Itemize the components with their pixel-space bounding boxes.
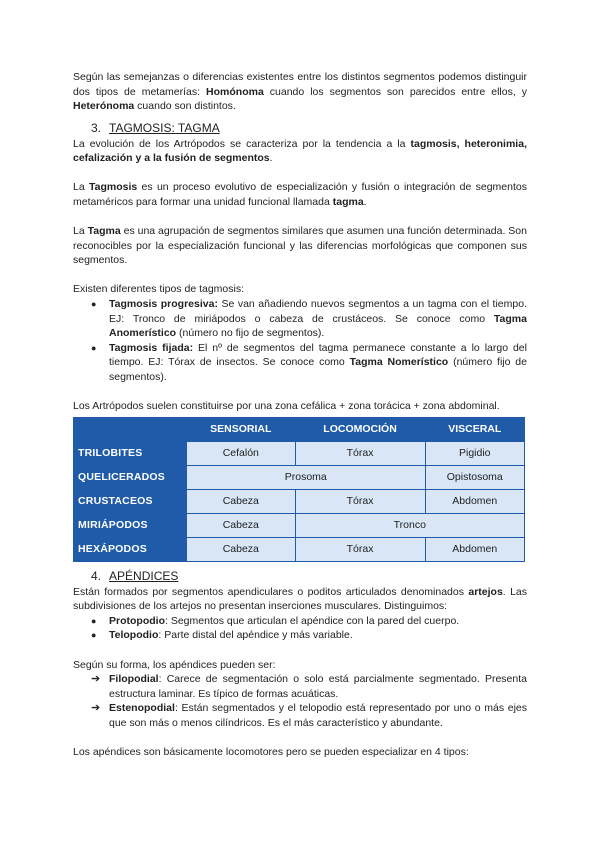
table-row (74, 489, 525, 513)
bold-term: Protopodio (109, 614, 165, 627)
spacer (73, 268, 527, 283)
column-header-sensorial: SENSORIAL (187, 417, 296, 441)
text-run: : Carece de segmentación o solo está parcialmente segmentado. Presenta estructura laminar. Es típico de formas acuáticas. (109, 673, 527, 700)
apendices-paragraph (73, 585, 527, 614)
list-item (73, 701, 527, 730)
section-heading-tagmosis (91, 121, 527, 136)
bullet-icon: ● (91, 299, 97, 310)
section-title: APÉNDICES (109, 568, 179, 583)
bold-term-tagmosis: Tagmosis (89, 181, 138, 194)
bold-term: tagmosis, heteronimia, cefalización y a la fusión de segmentos (73, 137, 527, 165)
table-cell-merged: Prosoma (187, 465, 426, 489)
arrow-right-icon: ➔ (91, 673, 101, 686)
forms-intro: Según su forma, los apéndices pueden ser: (73, 658, 276, 671)
arrow-right-icon: ➔ (91, 702, 101, 715)
table-row (74, 513, 525, 537)
bold-term-tagma: tagma (332, 196, 364, 209)
spacer (73, 166, 527, 181)
text-run: cuando los segmentos son parecidos entre ellos, y (263, 85, 527, 98)
table-cell: Tórax (295, 489, 425, 513)
table-row (74, 537, 525, 561)
text-run: : Están segmentados y el telopodio está representado por uno o más ejes que son más o menos cilíndricos. Es el más característico y abundante. (109, 702, 527, 729)
table-cell-merged: Tronco (295, 513, 524, 537)
column-header-visceral: VISCERAL (425, 417, 524, 441)
bold-term: Tagmosis fijada: (109, 341, 194, 354)
row-header: QUELICERADOS (74, 465, 187, 489)
section-number: 3. (91, 120, 102, 135)
tagmosis-types-list (73, 297, 527, 385)
bold-term-homonoma: Homónoma (206, 85, 264, 98)
text-run: : Segmentos que articulan el apéndice con la pared del cuerpo. (165, 614, 460, 627)
row-header: CRUSTACEOS (74, 489, 187, 513)
table-cell: Abdomen (425, 489, 524, 513)
bullet-icon: ● (91, 630, 97, 641)
apendice-parts-list (73, 614, 527, 643)
text-run: Están formados por segmentos apendiculares o poditos articulados denominados (73, 585, 469, 598)
table-cell: Tórax (295, 537, 425, 561)
bold-term: Filopodial (109, 673, 159, 686)
text-run: El nº de segmentos del tagma permanece constante a lo largo del tiempo. EJ: Tórax de insectos. Se conoce como (109, 341, 527, 369)
list-item (73, 628, 527, 643)
metameria-paragraph (73, 70, 527, 114)
bold-term: Estenopodial (109, 702, 175, 715)
bullet-icon: ● (91, 615, 97, 626)
spacer (73, 643, 527, 658)
section-heading-apendices (91, 569, 527, 584)
table-cell: Tórax (295, 441, 425, 465)
table-cell: Cefalón (187, 441, 296, 465)
table-cell: Cabeza (187, 489, 296, 513)
evolution-paragraph (73, 137, 527, 166)
text-run: (número no fijo de segmentos). (176, 327, 325, 340)
row-header: MIRIÁPODOS (74, 513, 187, 537)
bold-term-heteronoma: Heterónoma (73, 100, 135, 113)
text-run: Se van añadiendo nuevos segmentos a un tagma con el tiempo. EJ: Tronco de miriápodos o cabeza de crustáceos. Se conoce como (109, 298, 527, 325)
list-item (73, 297, 527, 341)
text-run: La (73, 225, 88, 238)
bold-term: Tagma Nomerístico (349, 356, 449, 369)
bold-term-artejos: artejos (468, 585, 503, 598)
text-run: La (73, 181, 89, 194)
tagmosis-definition (73, 180, 527, 209)
text-run: . (269, 152, 273, 165)
text-run: La evolución de los Artrópodos se caracteriza por la tendencia a la (73, 137, 411, 150)
text-run: . (363, 196, 367, 209)
text-run: cuando son distintos. (134, 100, 236, 113)
text-run: es un proceso evolutivo de especialización y fusión o integración de segmentos metaméricos para formar una unidad funcional llamada (73, 181, 527, 209)
section-number: 4. (91, 568, 102, 583)
tagmosis-types-intro: Existen diferentes tipos de tagmosis: (73, 283, 245, 296)
text-run: Según las semejanzas o diferencias existentes entre los distintos segmentos podemos distinguir dos tipos de metamerías: (73, 71, 527, 98)
text-run: es una agrupación de segmentos similares que asumen una función determinada. Son reconocibles por la especialización funcional y las diferencias morfológicas que componen sus segmentos. (73, 225, 527, 267)
table-header-row (74, 417, 525, 441)
final-paragraph: Los apéndices son básicamente locomotores pero se pueden especializar en 4 tipos: (73, 746, 469, 759)
table-row (74, 465, 525, 489)
table-row (74, 441, 525, 465)
bold-term-tagma: Tagma (87, 225, 121, 238)
table-cell: Cabeza (187, 513, 296, 537)
section-title: TAGMOSIS: TAGMA (109, 120, 220, 135)
tagma-definition (73, 224, 527, 268)
tagma-table (73, 417, 525, 562)
row-header: HEXÁPODOS (74, 537, 187, 561)
table-cell: Opistosoma (425, 465, 524, 489)
table-cell: Abdomen (425, 537, 524, 561)
text-run: . Las subdivisiones de los artejos no presentan inserciones musculares. Distinguimos: (73, 585, 528, 613)
text-run: (número fijo de segmentos). (109, 356, 527, 383)
table-cell: Pigidio (425, 441, 524, 465)
spacer (73, 731, 527, 746)
document-page (73, 70, 527, 760)
row-header: TRILOBITES (74, 441, 187, 465)
list-item (73, 341, 527, 385)
table-corner-cell (74, 417, 187, 441)
bold-term: Telopodio (109, 629, 159, 642)
table-cell: Cabeza (187, 537, 296, 561)
list-item (73, 614, 527, 629)
spacer (73, 385, 527, 400)
spacer (73, 210, 527, 225)
list-item (73, 672, 527, 701)
column-header-locomocion: LOCOMOCIÓN (295, 417, 425, 441)
zones-paragraph: Los Artrópodos suelen constituirse por una zona cefálica + zona torácica + zona abdominal. (73, 400, 500, 413)
bold-term: Tagma Anomerístico (109, 312, 527, 340)
bullet-icon: ● (91, 342, 97, 353)
apendice-forms-list (73, 672, 527, 730)
text-run: : Parte distal del apéndice y más variable. (158, 629, 353, 642)
bold-term: Tagmosis progresiva: (109, 298, 218, 311)
